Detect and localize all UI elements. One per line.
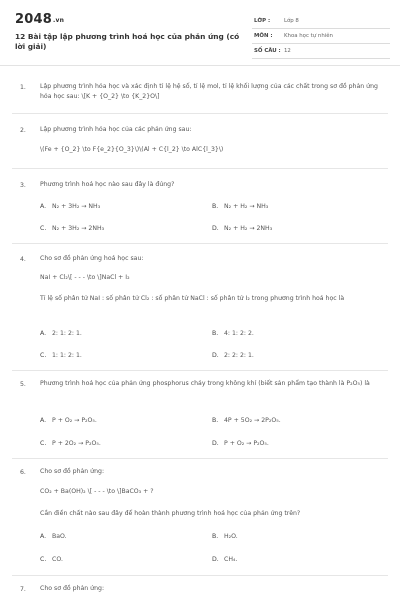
question-text: Lập phương trình hóa học và xác định tỉ lệ hệ số, tỉ lệ mol, tỉ lệ khối lượng của các chất trong sơ đồ phản ứng hóa học sau: \[K + {O_2} \to {K_2}O\]: [40, 83, 378, 100]
option-label: B.: [212, 203, 219, 210]
option-text: 2: 2: 2: 1.: [224, 352, 254, 359]
question-text: Lập phương trình hóa học của các phản ứng sau:: [40, 126, 192, 133]
answer-option[interactable]: [212, 440, 269, 447]
grade-value: Lớp 8: [284, 18, 299, 24]
option-text: H₂O.: [224, 533, 238, 540]
logo-suffix: .vn: [52, 17, 65, 24]
logo-main: 2048: [15, 12, 52, 27]
question-text: Cho sơ đồ phản ứng:: [40, 468, 105, 475]
option-label: C.: [40, 352, 47, 359]
answer-option[interactable]: [212, 417, 281, 424]
option-text: P + O₂ → P₂O₅.: [52, 417, 97, 424]
question-number: 6.: [20, 469, 26, 476]
option-text: 4P + 5O₂ → 2P₂O₅.: [224, 417, 281, 424]
meta-subject-row: [252, 29, 390, 44]
count-value: 12: [284, 48, 291, 54]
question-number: 5.: [20, 381, 26, 388]
meta-table: [252, 14, 390, 59]
question-text: Phương trình hoá học của phản ứng phosphorus cháy trong không khí (biết sản phẩm tạo thành là P₂O₅) là: [40, 380, 370, 387]
meta-grade-row: [252, 14, 390, 29]
answer-option[interactable]: [212, 203, 268, 210]
site-logo[interactable]: [15, 12, 64, 27]
divider: [12, 113, 388, 114]
answer-option[interactable]: [40, 203, 100, 210]
option-label: D.: [212, 556, 219, 563]
divider: [12, 575, 388, 576]
option-label: A.: [40, 330, 47, 337]
option-label: C.: [40, 440, 47, 447]
option-text: 4: 1: 2: 2.: [224, 330, 254, 337]
answer-option[interactable]: [212, 330, 254, 337]
question-text: Cho sơ đồ phản ứng hoá học sau:: [40, 255, 144, 262]
answer-option[interactable]: [40, 417, 97, 424]
equation-line: CO₂ + Ba(OH)₂ \[ - - - \to \]BaCO₃ + ?: [40, 488, 154, 495]
option-label: A.: [40, 533, 47, 540]
divider: [12, 370, 388, 371]
option-label: C.: [40, 225, 47, 232]
answer-option[interactable]: [40, 225, 104, 232]
option-label: B.: [212, 533, 219, 540]
option-text: N₂ + 3H₂ → NH₃: [52, 203, 101, 210]
option-label: C.: [40, 556, 47, 563]
option-text: N₂ + H₂ → 2NH₃: [224, 225, 273, 232]
document-title: 12 Bài tập lập phương trình hoá học của phản ứng (có lời giải): [15, 32, 240, 51]
divider: [12, 168, 388, 169]
option-label: D.: [212, 440, 219, 447]
option-text: P + 2O₂ → P₂O₅.: [52, 440, 101, 447]
answer-option[interactable]: [40, 533, 67, 540]
option-text: 2: 1: 2: 1.: [52, 330, 82, 337]
option-text: 1: 1: 2: 1.: [52, 352, 82, 359]
option-label: D.: [212, 352, 219, 359]
option-text: CH₄.: [224, 556, 238, 563]
question-number: 1.: [20, 84, 26, 91]
question-number: 4.: [20, 256, 26, 263]
question-text-secondary: Cần điền chất nào sau đây để hoàn thành phương trình hoá học của phản ứng trên?: [40, 510, 301, 517]
answer-option[interactable]: [40, 440, 101, 447]
subject-label: MÔN :: [254, 33, 273, 39]
answer-option[interactable]: [40, 556, 63, 563]
answer-option[interactable]: [212, 352, 254, 359]
option-label: A.: [40, 203, 47, 210]
count-label: SỐ CÂU :: [254, 48, 281, 54]
meta-count-row: [252, 44, 390, 59]
answer-option[interactable]: [40, 330, 82, 337]
option-text: P + O₂ → P₂O₅.: [224, 440, 269, 447]
page-header: [0, 0, 400, 66]
question-number: 7.: [20, 586, 26, 593]
equation-line: \(Fe + {O_2} \to F{e_2}{O_3}\)\(Al + C{l_2} \to AlC{l_3}\): [40, 146, 224, 153]
answer-option[interactable]: [212, 556, 237, 563]
divider: [12, 243, 388, 244]
subject-value: Khoa học tự nhiên: [284, 33, 333, 39]
option-label: D.: [212, 225, 219, 232]
option-text: CO.: [52, 556, 63, 563]
equation-line: NaI + Cl₂\[ - - - \to \]NaCl + I₂: [40, 274, 130, 281]
question-number: 3.: [20, 182, 26, 189]
grade-label: LỚP :: [254, 18, 271, 24]
option-text: N₂ + H₂ → NH₃: [224, 203, 269, 210]
option-label: B.: [212, 330, 219, 337]
option-text: BaO.: [52, 533, 67, 540]
question-text-secondary: Tỉ lệ số phân tử NaI : số phân tử Cl₂ : số phân tử NaCl : số phân tử I₂ trong phương trình hoá học là: [40, 295, 345, 302]
option-label: B.: [212, 417, 219, 424]
option-label: A.: [40, 417, 47, 424]
question-number: 2.: [20, 127, 26, 134]
question-text: Cho sơ đồ phản ứng:: [40, 585, 105, 592]
option-text: N₂ + 3H₂ → 2NH₃: [52, 225, 105, 232]
answer-option[interactable]: [40, 352, 82, 359]
divider: [12, 458, 388, 459]
answer-option[interactable]: [212, 533, 238, 540]
answer-option[interactable]: [212, 225, 272, 232]
question-text: Phương trình hoá học nào sau đây là đúng?: [40, 181, 175, 188]
